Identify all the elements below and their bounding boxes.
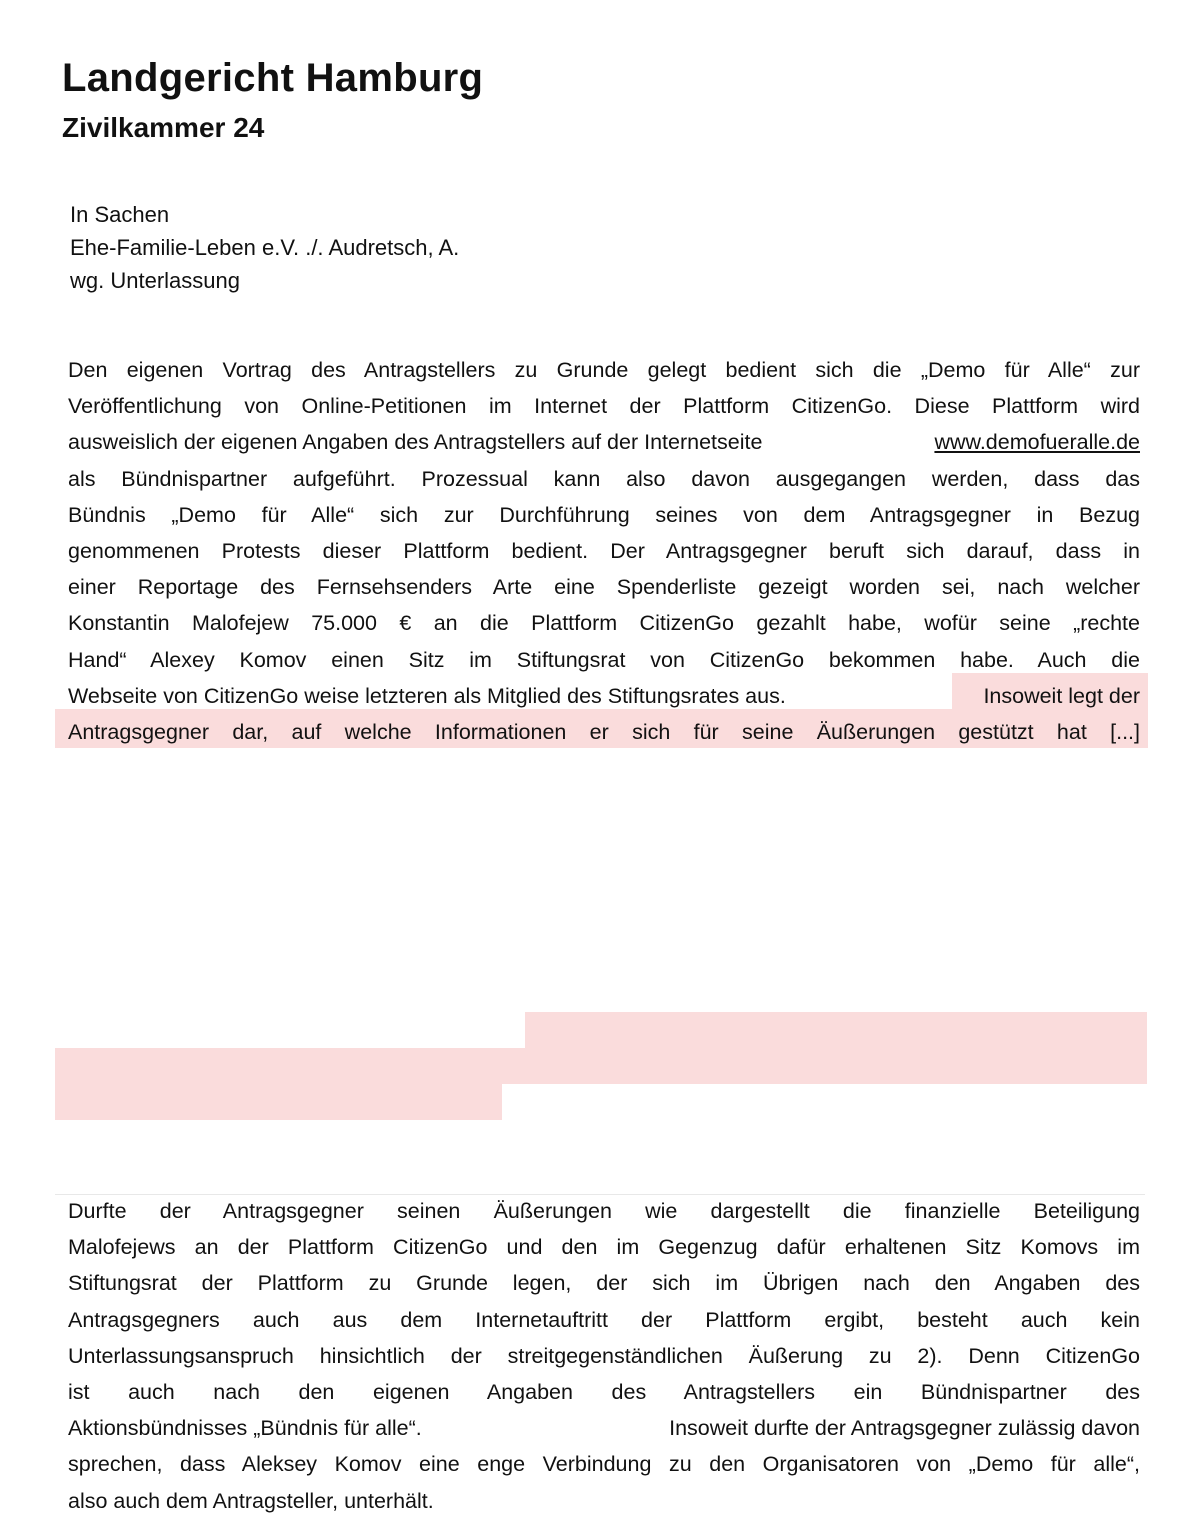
paragraph-line-with-highlight	[68, 1410, 1140, 1446]
highlighted-text: Insoweit legt der	[983, 683, 1140, 708]
paragraph-line: Bündnis „Demo für Alle“ sich zur Durchführung seines von dem Antragsgegner in Bezug	[68, 502, 1140, 527]
paragraph-line: Durfte der Antragsgegner seinen Äußerungen wie dargestellt die finanzielle Beteiligung	[68, 1199, 1140, 1224]
paragraph-line-with-link	[68, 424, 1140, 460]
paragraph-line-with-highlight	[68, 678, 1140, 714]
case-subject: wg. Unterlassung	[70, 268, 240, 293]
paragraph-line: einer Reportage des Fernsehsenders Arte eine Spenderliste gezeigt worden sei, nach welcher	[68, 575, 1140, 600]
highlighted-text: Insoweit durfte der Antragsgegner zulässig davon	[669, 1416, 1140, 1441]
highlight-2a	[525, 1012, 1147, 1048]
paragraph-line: Stiftungsrat der Plattform zu Grunde legen, der sich im Übrigen nach den Angaben des	[68, 1271, 1140, 1296]
highlight-2c	[55, 1084, 502, 1120]
paragraph-line: Malofejews an der Plattform CitizenGo und den im Gegenzug dafür erhaltenen Sitz Komovs im	[68, 1235, 1140, 1260]
case-intro: In Sachen	[70, 202, 170, 227]
paragraph-line-text: Aktionsbündnisses „Bündnis für alle“.	[68, 1416, 422, 1441]
paragraph-line: Veröffentlichung von Online-Petitionen im Internet der Plattform CitizenGo. Diese Plattform wird	[68, 394, 1140, 419]
paragraph-line-text: ausweislich der eigenen Angaben des Antragstellers auf der Internetseite	[68, 430, 763, 455]
case-parties: Ehe-Familie-Leben e.V. ./. Audretsch, A.	[70, 235, 460, 260]
website-link[interactable]: www.demofueralle.de	[934, 430, 1140, 455]
paragraph-line-text: Webseite von CitizenGo weise letzteren als Mitglied des Stiftungsrates aus.	[68, 683, 786, 708]
paragraph-line: Den eigenen Vortrag des Antragstellers zu Grunde gelegt bedient sich die „Demo für Alle“ zur	[68, 358, 1140, 382]
paragraph-line: genommenen Protests dieser Plattform bedient. Der Antragsgegner beruft sich darauf, dass in	[68, 538, 1140, 563]
paragraph-line: Unterlassungsanspruch hinsichtlich der streitgegenständlichen Äußerung zu 2). Denn CitizenGo	[68, 1343, 1140, 1368]
paragraph-line: Antragsgegners auch aus dem Internetauftritt der Plattform ergibt, besteht auch kein	[68, 1307, 1140, 1332]
highlight-2b	[55, 1048, 1147, 1084]
paragraph-line: Konstantin Malofejew 75.000 € an die Plattform CitizenGo gezahlt habe, wofür seine „rechte	[68, 611, 1140, 636]
chamber-name: Zivilkammer 24	[62, 112, 265, 143]
court-name: Landgericht Hamburg	[62, 56, 484, 100]
paragraph-1	[68, 352, 1140, 750]
highlighted-line: sprechen, dass Aleksey Komov eine enge Verbindung zu den Organisatoren von „Demo für alle“,	[68, 1452, 1140, 1477]
paragraph-line: als Bündnispartner aufgeführt. Prozessual kann also davon ausgegangen werden, dass das	[68, 466, 1140, 491]
paragraph-2	[68, 1193, 1140, 1519]
paragraph-line: ist auch nach den eigenen Angaben des Antragstellers ein Bündnispartner des	[68, 1380, 1140, 1404]
highlighted-line: Antragsgegner dar, auf welche Informationen er sich für seine Äußerungen gestützt hat [...]	[68, 719, 1140, 744]
highlighted-line: also auch dem Antragsteller, unterhält.	[68, 1488, 434, 1513]
paragraph-line: Hand“ Alexey Komov einen Sitz im Stiftungsrat von CitizenGo bekommen habe. Auch die	[68, 647, 1140, 672]
case-reference	[70, 198, 459, 297]
